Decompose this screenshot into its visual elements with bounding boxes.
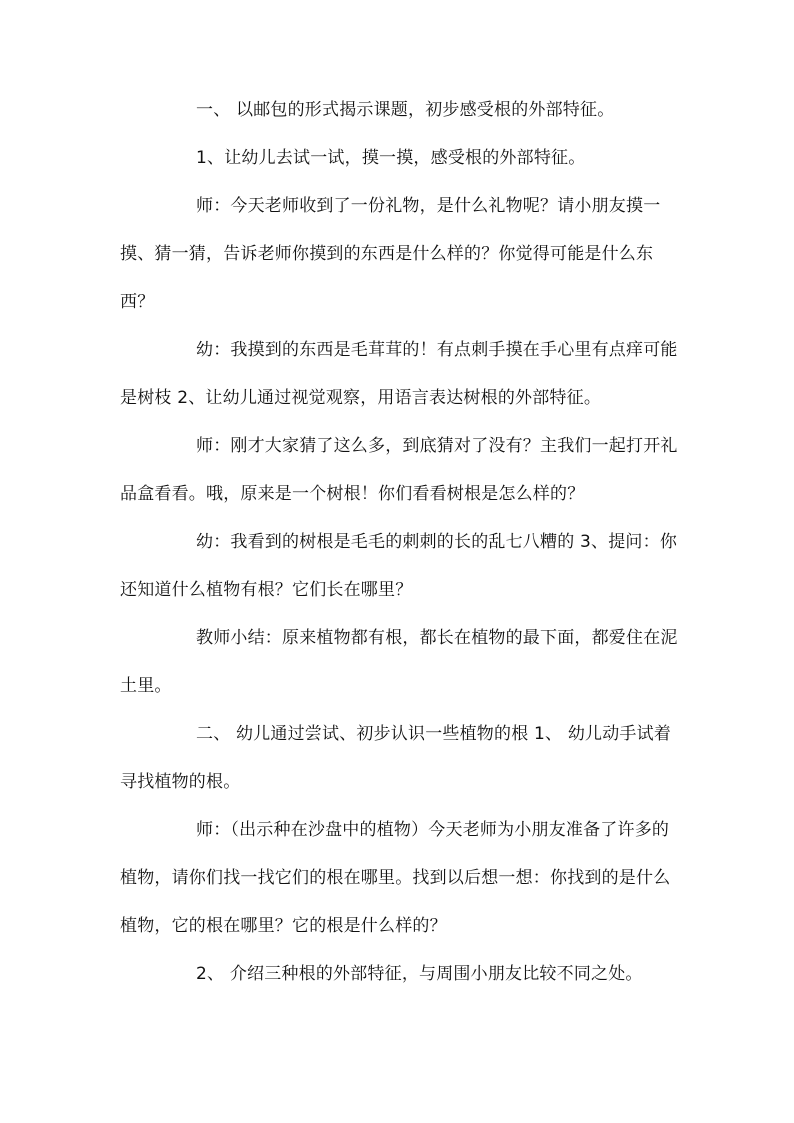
subheading-one: 1、让幼儿去试一试，摸一摸，感受根的外部特征。 bbox=[196, 148, 586, 168]
teacher-dialogue-paragraph: 师：刚才大家猜了这么多，到底猜对了没有？主我们一起打开礼品盒看看。哦，原来是一个树根！你们看看树根是怎么样的？ bbox=[120, 436, 678, 504]
section-heading-one: 一、 以邮包的形式揭示课题，初步感受根的外部特征。 bbox=[196, 100, 615, 120]
activity-step-paragraph: 2、 介绍三种根的外部特征，与周围小朋友比较不同之处。 bbox=[196, 964, 643, 984]
teacher-dialogue-paragraph: 师：（出示种在沙盘中的植物）今天老师为小朋友准备了许多的植物，请你们找一找它们的根在哪里。找到以后想一想：你找到的是什么植物，它的根在哪里？它的根是什么样的？ bbox=[120, 820, 671, 936]
teacher-dialogue-paragraph: 师：今天老师收到了一份礼物，是什么礼物呢？请小朋友摸一摸、猜一猜，告诉老师你摸到的东西是什么样的？你觉得可能是什么东西？ bbox=[120, 196, 661, 312]
teacher-summary-paragraph: 教师小结：原来植物都有根，都长在植物的最下面，都爱住在泥土里。 bbox=[120, 628, 678, 696]
child-response-paragraph: 幼：我看到的树根是毛毛的刺刺的长的乱七八糟的 3、提问：你还知道什么植物有根？它们长在哪里？ bbox=[120, 532, 678, 600]
child-response-paragraph: 幼：我摸到的东西是毛茸茸的！有点刺手摸在手心里有点痒可能是树枝 2、让幼儿通过视觉观察，用语言表达树根的外部特征。 bbox=[120, 340, 678, 408]
section-heading-two: 二、 幼儿通过尝试、初步认识一些植物的根 1、 幼儿动手试着寻找植物的根。 bbox=[120, 724, 672, 792]
